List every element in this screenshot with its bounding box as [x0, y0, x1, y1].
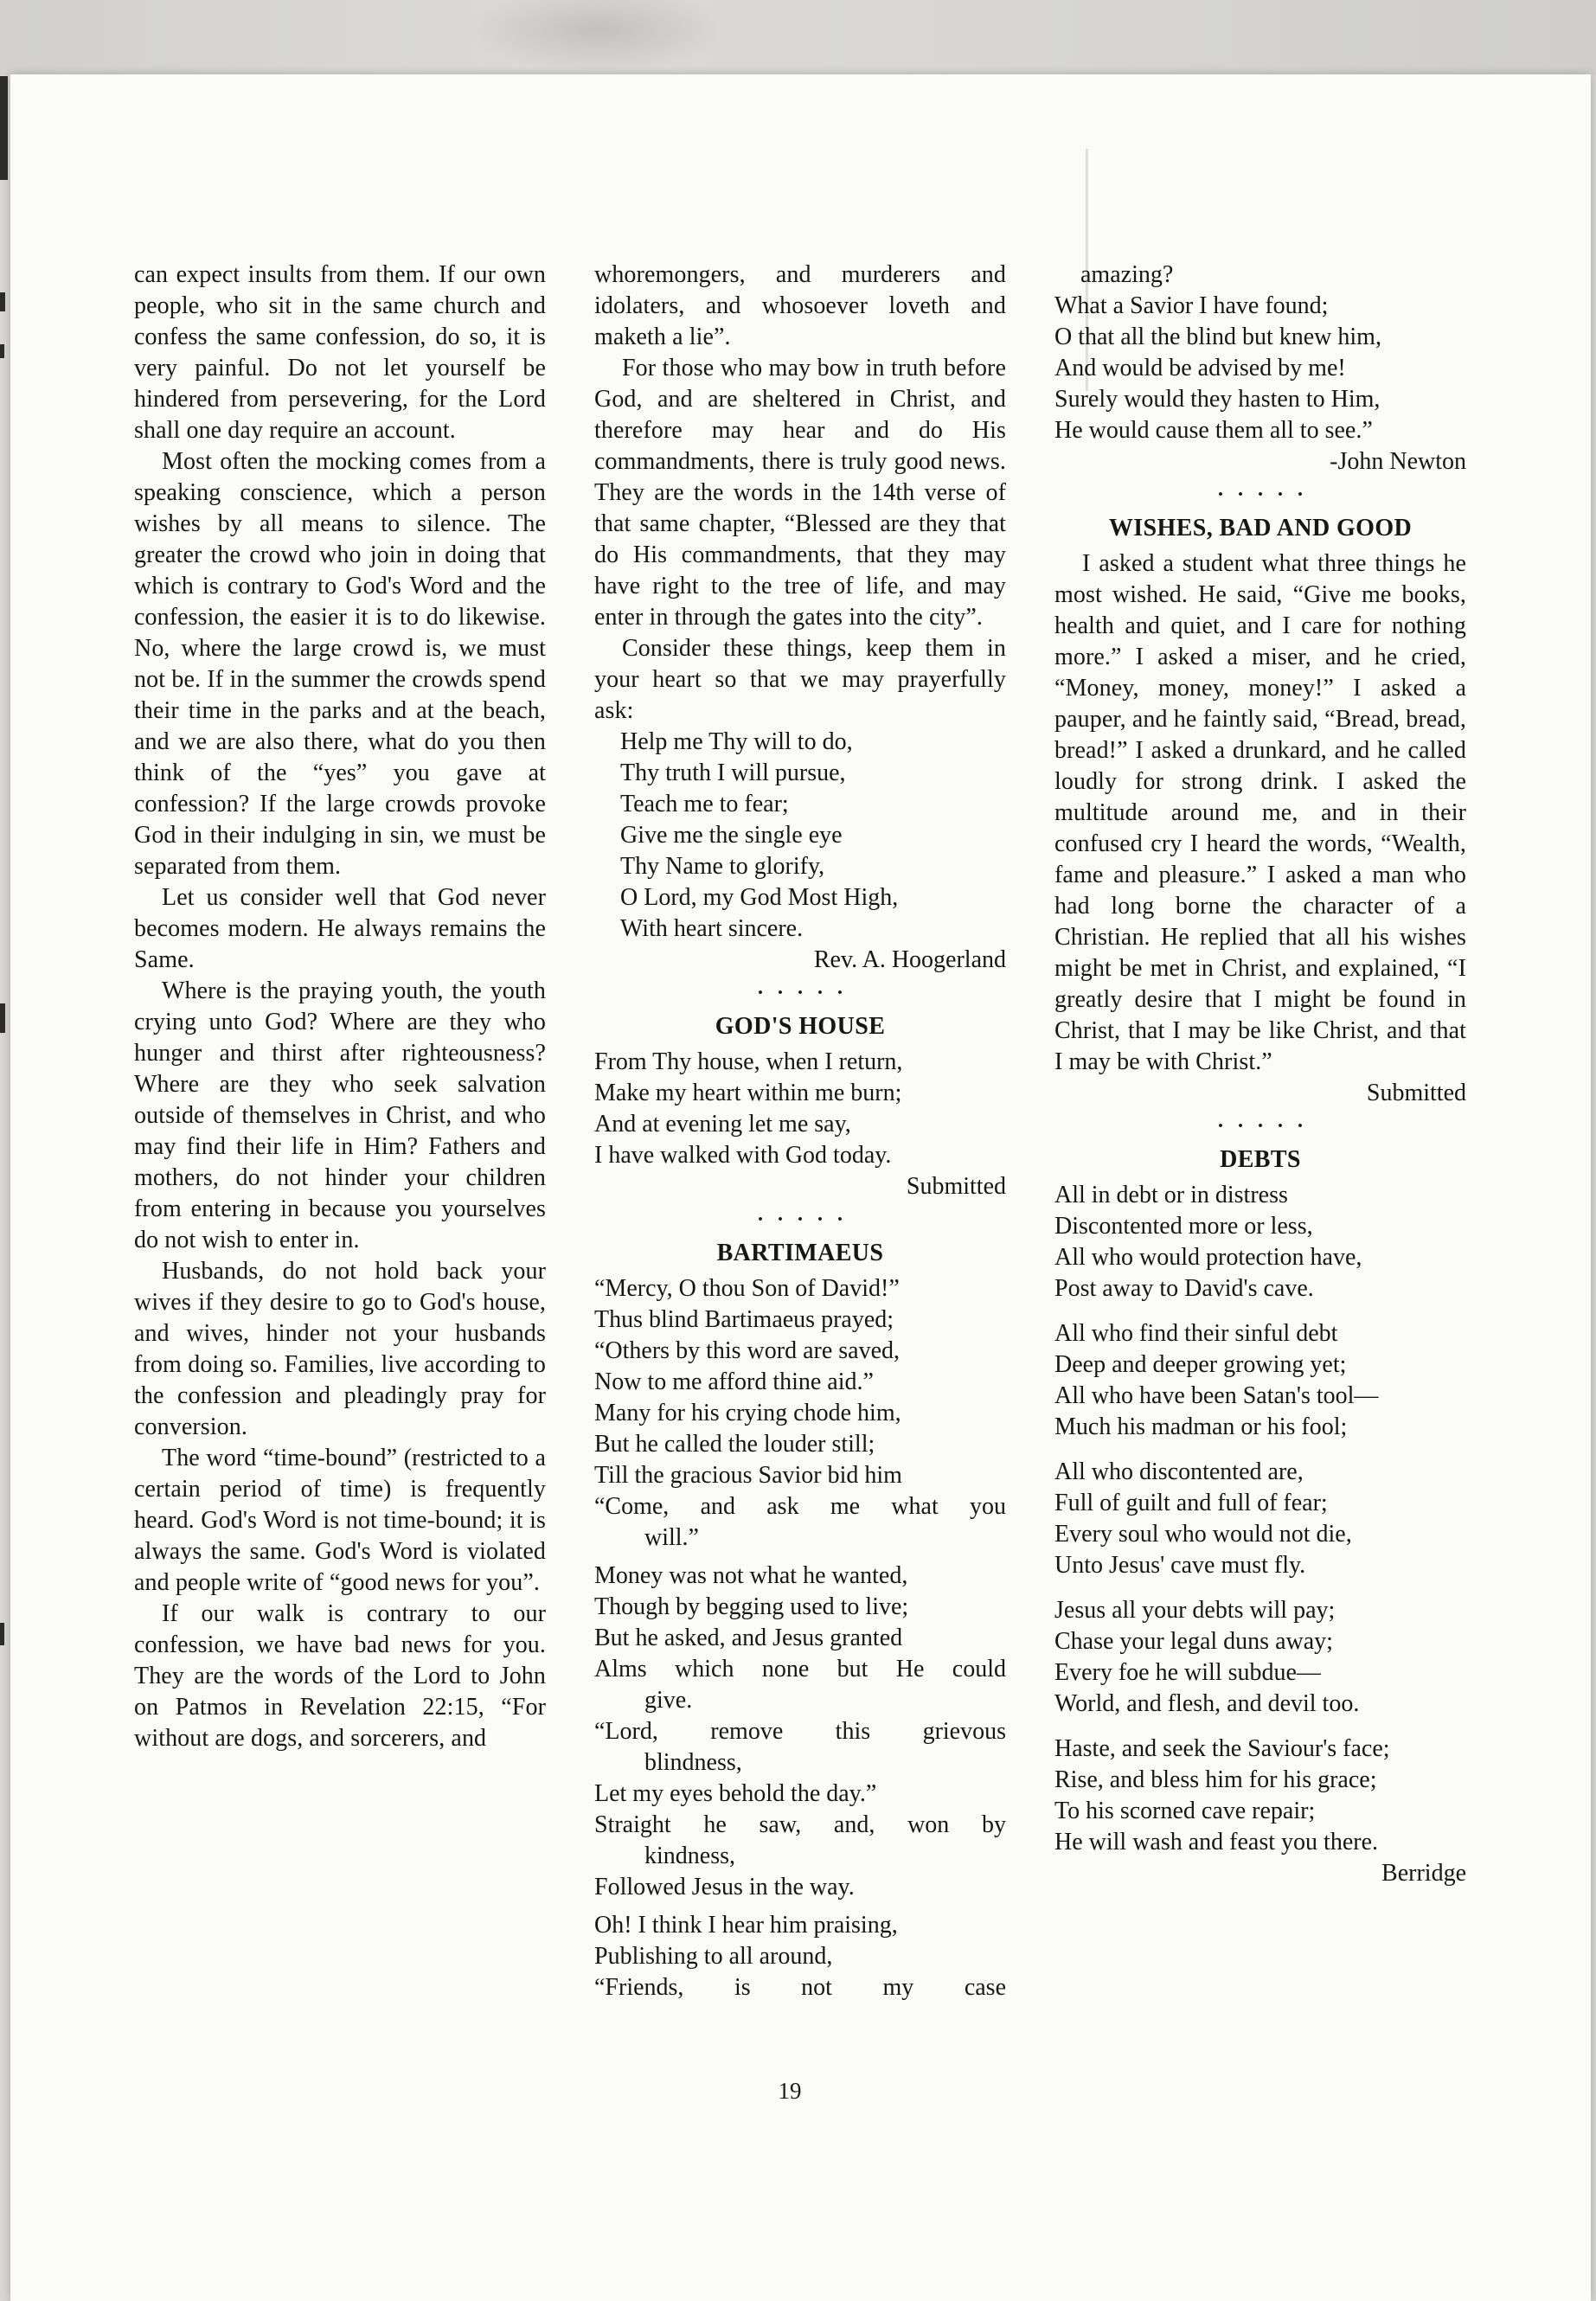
verse-line: give.: [644, 1687, 693, 1714]
verse-line: kindness,: [644, 1843, 735, 1869]
scan-artifact: [0, 1003, 5, 1033]
attribution: Berridge: [1381, 1860, 1466, 1887]
verse-line: Haste, and seek the Saviour's face;: [1054, 1735, 1390, 1762]
paragraph: can expect insults from them. If our own people, who sit in the same church and confess the same confession, do so, it is very painful. Do not let yourself be hindered from persevering, for the Lord shall one day require an account.: [134, 261, 546, 444]
section-heading: WISHES, BAD AND GOOD: [1108, 515, 1413, 542]
verse: [1054, 1180, 1466, 1304]
verse-line: Help me Thy will to do,: [620, 728, 853, 755]
verse-line: Post away to David's cave.: [1054, 1275, 1314, 1302]
paragraph: Most often the mocking comes from a speaking conscience, which a person wishes by all means to silence. The greater the crowd who join in doing that which is contrary to God's Word and the confession, the easier it is to do likewise. No, where the large crowd is, we must not be. If in the summer the crowds spend their time in the parks and at the beach, and we are also there, what do you then think of the “yes” you gave at confession? If the large crowds provoke God in their indulging in sin, we must be separated from them.: [134, 448, 546, 880]
section-heading: DEBTS: [1220, 1146, 1301, 1173]
verse-line: Followed Jesus in the way.: [594, 1874, 855, 1900]
verse-line: Surely would they hasten to Him,: [1054, 386, 1381, 413]
verse-line: O Lord, my God Most High,: [620, 884, 899, 911]
verse: [1054, 291, 1466, 446]
verse-line: Oh! I think I hear him praising,: [594, 1912, 898, 1939]
verse-line: And at evening let me say,: [594, 1111, 851, 1138]
verse-line: All who find their sinful debt: [1054, 1320, 1338, 1347]
attribution: -John Newton: [1330, 448, 1466, 475]
verse-line: Unto Jesus' cave must fly.: [1054, 1552, 1306, 1579]
verse-line: I have walked with God today.: [594, 1142, 892, 1169]
scan-artifact: [0, 292, 5, 311]
paragraph: Where is the praying youth, the youth crying unto God? Where are they who hunger and thirst after righteousness? Where are they who seek salvation outside of themselves in Christ, and who may find their life in Him? Fathers and mothers, do not hinder your children from entering in because you yourselves do not wish to enter in.: [134, 977, 546, 1253]
stanza-break: [1054, 1581, 1466, 1595]
verse-line: Till the gracious Savior bid him: [594, 1462, 902, 1489]
verse-line: He will wash and feast you there.: [1054, 1829, 1378, 1856]
stanza-break: [594, 1554, 1006, 1561]
verse-line: O that all the blind but knew him,: [1054, 324, 1381, 350]
stanza-break: [1054, 1304, 1466, 1318]
verse-line: What a Savior I have found;: [1054, 292, 1329, 319]
page-sheet: [10, 74, 1591, 2301]
verse: [594, 1910, 1006, 2003]
verse-line: Jesus all your debts will pay;: [1054, 1597, 1336, 1624]
verse-line: All who would protection have,: [1054, 1244, 1362, 1271]
paragraph: If our walk is contrary to our confession, we have bad news for you. They are the words of the Lord to John on Patmos in Revelation 22:15, “For without are dogs, and sorcerers, and: [134, 1600, 546, 1752]
verse: [594, 1561, 1006, 1903]
scan-artifact: [0, 344, 4, 358]
verse-line: All who have been Satan's tool—: [1054, 1382, 1379, 1409]
verse-line: All in debt or in distress: [1054, 1182, 1288, 1208]
verse: [594, 727, 1006, 945]
verse-line: Give me the single eye: [620, 822, 843, 849]
verse-line: Chase your legal duns away;: [1054, 1628, 1333, 1655]
attribution: Submitted: [1366, 1080, 1466, 1106]
verse-line: To his scorned cave repair;: [1054, 1798, 1316, 1824]
paragraph: whoremongers, and murderers and idolaters, and whosoever loveth and maketh a lie”.: [594, 261, 1006, 350]
verse-line: Thus blind Bartimaeus prayed;: [594, 1306, 894, 1333]
verse: [1054, 260, 1466, 291]
verse-line: “Friends, is not my case: [594, 1974, 1006, 2001]
verse-line: “Mercy, O thou Son of David!”: [594, 1275, 900, 1302]
verse: [1054, 1457, 1466, 1581]
verse-line: And would be advised by me!: [1054, 355, 1346, 381]
paragraph: I asked a student what three things he most wished. He said, “Give me books, health and quiet, and I care for nothing more.” I asked a miser, and he cried, “Money, money, money!” I asked a pauper, and he faintly said, “Bread, bread, bread!” I asked a drunkard, and he called loudly for strong drink. I asked the multitude around me, and in their confused cry I heard the words, “Wealth, fame and pleasure.” I asked a man who had long borne the character of a Christian. He replied that all his wishes might be met in Christ, and explained, “I greatly desire that I might be found in Christ, that I may be like Christ, and that I may be with Christ.”: [1054, 550, 1466, 1075]
verse-line: Though by begging used to live;: [594, 1593, 909, 1620]
verse-line: Thy truth I will pursue,: [620, 760, 846, 786]
verse: [594, 1273, 1006, 1554]
verse-line: Teach me to fear;: [620, 791, 789, 817]
verse-line: Let my eyes behold the day.”: [594, 1780, 877, 1807]
verse: [594, 1047, 1006, 1171]
verse-line: Rise, and bless him for his grace;: [1054, 1766, 1377, 1793]
verse-line: Now to me afford thine aid.”: [594, 1368, 874, 1395]
verse-line: He would cause them all to see.”: [1054, 417, 1373, 444]
verse-line: Every foe he will subdue—: [1054, 1659, 1321, 1686]
verse-line: amazing?: [1080, 261, 1174, 288]
verse: [1054, 1734, 1466, 1858]
verse-line: World, and flesh, and devil too.: [1054, 1690, 1360, 1717]
stanza-break: [1054, 1443, 1466, 1457]
paragraph: Let us consider well that God never becomes modern. He always remains the Same.: [134, 884, 546, 973]
attribution: Submitted: [906, 1173, 1006, 1200]
verse-line: Discontented more or less,: [1054, 1213, 1313, 1240]
verse-line: blindness,: [644, 1749, 742, 1776]
verse-line: Deep and deeper growing yet;: [1054, 1351, 1347, 1378]
verse-line: Full of guilt and full of fear;: [1054, 1490, 1328, 1516]
verse-line: From Thy house, when I return,: [594, 1048, 903, 1075]
verse-line: But he called the louder still;: [594, 1431, 875, 1458]
verse-line: Money was not what he wanted,: [594, 1562, 908, 1589]
paragraph: Consider these things, keep them in your heart so that we may prayerfully ask:: [594, 635, 1006, 724]
scan-top-margin: [0, 0, 1596, 74]
verse-line: With heart sincere.: [620, 915, 804, 942]
verse: [1054, 1318, 1466, 1443]
paragraph: The word “time-bound” (restricted to a certain period of time) is frequently heard. God's Word is not time-bound; it is always the same. God's Word is violated and people write of “good news for you”.: [134, 1445, 546, 1596]
verse-line: But he asked, and Jesus granted: [594, 1625, 903, 1651]
verse-line: will.”: [644, 1524, 699, 1551]
section-separator: • • • • •: [1218, 1119, 1303, 1133]
verse: [1054, 1595, 1466, 1720]
attribution: Rev. A. Hoogerland: [813, 946, 1006, 973]
verse-line: Publishing to all around,: [594, 1943, 833, 1970]
column-3: [1054, 260, 1466, 2003]
verse-line: “Lord, remove this grievous: [594, 1718, 1006, 1745]
stanza-break: [1054, 1720, 1466, 1734]
column-1: [134, 260, 546, 2003]
section-separator: • • • • •: [758, 986, 843, 1000]
section-separator: • • • • •: [1218, 488, 1303, 502]
paragraph: For those who may bow in truth before God, and are sheltered in Christ, and therefore may hear and do His commandments, there is truly good news. They are the words in the 14th verse of that same chapter, “Blessed are they that do His commandments, that they may have right to the tree of life, and may enter in through the gates into the city”.: [594, 355, 1006, 631]
paragraph: Husbands, do not hold back your wives if they desire to go to God's house, and wives, hinder not your husbands from doing so. Families, live according to the confession and pleadingly pray for conversion.: [134, 1258, 546, 1440]
verse-line: Straight he saw, and, won by: [594, 1811, 1006, 1838]
page-number: 19: [778, 2078, 802, 2104]
verse-line: All who discontented are,: [1054, 1458, 1304, 1485]
verse-line: Make my heart within me burn;: [594, 1080, 902, 1106]
verse-line: “Come, and ask me what you: [594, 1493, 1006, 1520]
verse-line: Alms which none but He could: [594, 1656, 1006, 1682]
column-2: [594, 260, 1006, 2003]
verse-line: “Others by this word are saved,: [594, 1337, 901, 1364]
verse-line: Much his madman or his fool;: [1054, 1413, 1348, 1440]
section-separator: • • • • •: [758, 1213, 843, 1227]
section-heading: GOD'S HOUSE: [715, 1013, 886, 1040]
scan-artifact: [0, 1623, 4, 1645]
stanza-break: [594, 1903, 1006, 1910]
section-heading: BARTIMAEUS: [716, 1240, 884, 1266]
verse-line: Every soul who would not die,: [1054, 1521, 1352, 1548]
text-columns: [134, 260, 1466, 2003]
verse-line: Thy Name to glorify,: [620, 853, 825, 880]
scan-artifact: [0, 76, 8, 180]
scan-smudge: [467, 0, 727, 74]
verse-line: Many for his crying chode him,: [594, 1400, 901, 1426]
